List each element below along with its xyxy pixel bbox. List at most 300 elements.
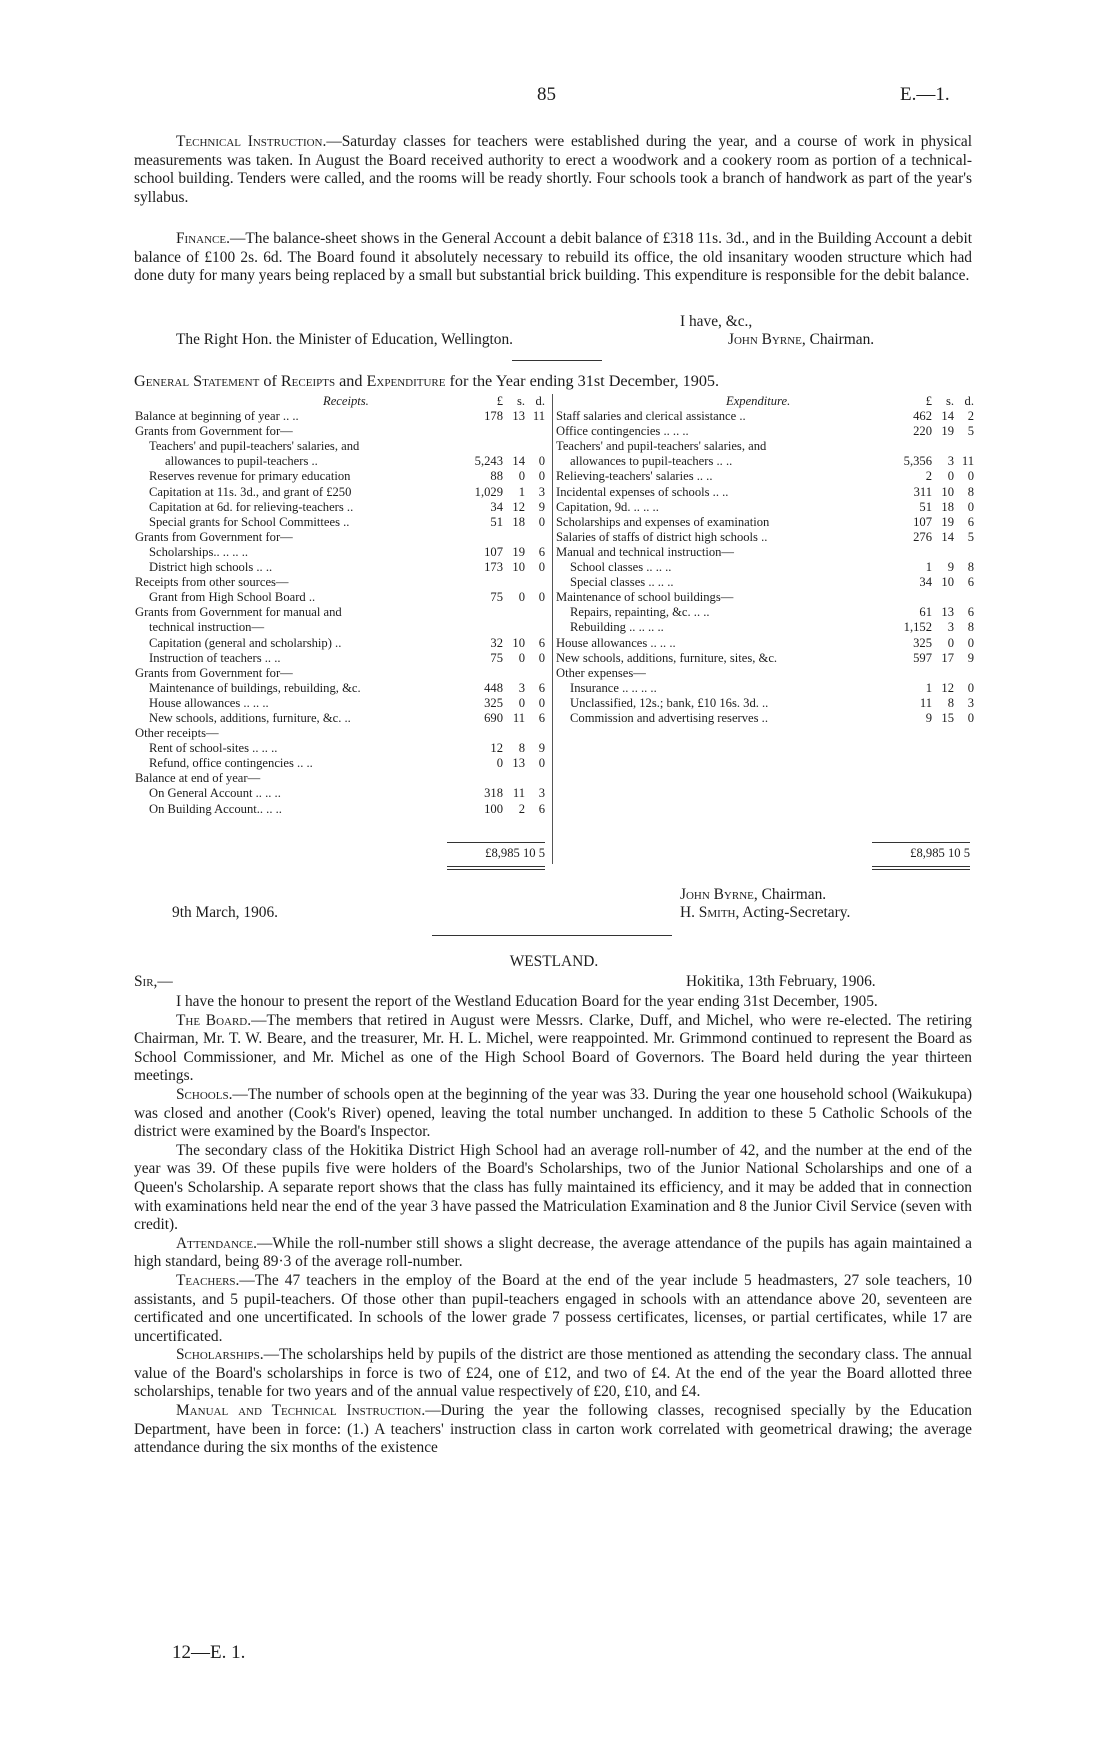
expenditure-amount-pound: 51 (919, 499, 932, 514)
expenditure-heading: Expenditure. (726, 394, 791, 408)
expenditure-label: Rebuilding .. .. .. .. (570, 620, 664, 635)
signer-title: , Chairman. (801, 331, 875, 348)
receipts-amount-shill: 2 (518, 801, 525, 816)
receipts-label: Capitation at 11s. 3d., and grant of £250 (149, 484, 352, 499)
receipts-amount-shill: 10 (512, 560, 525, 575)
finance-paragraph (134, 230, 972, 286)
expenditure-amount-pound: 220 (913, 424, 932, 439)
receipts-row (135, 802, 545, 817)
col-pound: £ (496, 394, 503, 408)
receipts-label: Grant from High School Board .. (149, 590, 316, 605)
expenditure-row (556, 575, 974, 590)
receipts-amount-pound: 107 (484, 544, 503, 559)
expenditure-amount-shill: 9 (947, 560, 954, 575)
i-have-line: I have, &c., (680, 313, 753, 330)
receipts-total-rule-bottom (447, 866, 545, 867)
expenditure-amount-pence: 5 (967, 529, 974, 544)
receipts-label: Scholarships.. .. .. .. (149, 544, 248, 559)
expenditure-amount-shill: 14 (941, 409, 954, 424)
receipts-amount-shill: 19 (512, 544, 525, 559)
expenditure-amount-pound: 1,152 (903, 620, 932, 635)
receipts-amount-pence (525, 575, 545, 590)
receipts-amount-shill (503, 726, 525, 741)
expenditure-amount-pound: 276 (913, 529, 932, 544)
expenditure-amount-pound: 325 (913, 635, 932, 650)
expenditure-total-rule-bottom (872, 866, 970, 867)
receipts-amount-pence (525, 666, 545, 681)
receipts-amount-shill: 1 (518, 484, 525, 499)
westland-body (134, 993, 972, 1458)
receipts-amount-pound: 32 (490, 635, 503, 650)
receipts-amount-pence: 6 (538, 801, 545, 816)
receipts-label: technical instruction— (149, 620, 265, 635)
statement-title-part2: Receipts (280, 372, 336, 390)
statement-title (134, 372, 974, 391)
expenditure-amount-pence: 0 (967, 680, 974, 695)
receipts-amount-pence (525, 530, 545, 545)
receipts-label: Rent of school-sites .. .. .. (149, 741, 278, 756)
receipts-row (135, 711, 545, 726)
receipts-amount-pound: 690 (484, 710, 503, 725)
receipts-amount-pound (459, 439, 503, 454)
expenditure-row (556, 409, 974, 424)
receipts-amount-pence: 0 (538, 756, 545, 771)
expenditure-label: Special classes .. .. .. (570, 575, 674, 590)
receipts-amount-shill (503, 424, 525, 439)
receipts-amount-pence: 6 (538, 635, 545, 650)
receipts-header-row (135, 394, 545, 409)
receipts-amount-pound: 88 (490, 469, 503, 484)
receipts-amount-pence: 0 (538, 650, 545, 665)
receipts-amount-pence: 0 (538, 560, 545, 575)
expenditure-amount-shill (932, 545, 954, 560)
receipts-amount-pound: 75 (490, 650, 503, 665)
expenditure-amount-pound: 9 (925, 710, 932, 725)
receipts-row (135, 636, 545, 651)
receipts-amount-pound: 448 (484, 680, 503, 695)
col-pence: d. (964, 394, 974, 408)
expenditure-amount-pence: 3 (967, 695, 974, 710)
receipts-amount-pound: 12 (490, 741, 503, 756)
receipts-row (135, 545, 545, 560)
statement-title-part1: General Statement (134, 372, 260, 390)
expenditure-amount-shill: 17 (941, 650, 954, 665)
receipts-amount-shill: 0 (518, 695, 525, 710)
receipts-total-rule-top (447, 842, 545, 843)
receipts-amount-pence: 0 (538, 469, 545, 484)
receipts-label: Special grants for School Committees .. (149, 514, 350, 529)
receipts-amount-pound: 5,243 (474, 454, 503, 469)
receipts-amount-pound: 1,029 (474, 484, 503, 499)
receipts-amount-pound (459, 575, 503, 590)
receipts-amount-pound: 325 (484, 695, 503, 710)
receipts-amount-pound (459, 726, 503, 741)
finance-heading: Finance. (176, 230, 230, 247)
receipts-label: allowances to pupil-teachers .. (165, 454, 318, 469)
column-separator (552, 394, 553, 864)
page-number: 85 (537, 84, 556, 105)
receipts-amount-pound: 51 (490, 514, 503, 529)
expenditure-header-row (556, 394, 974, 409)
expenditure-row (556, 545, 974, 560)
statement-title-and: and (335, 372, 367, 390)
expenditure-amount-pence (954, 439, 974, 454)
receipts-amount-shill (503, 530, 525, 545)
receipts-amount-pound: 318 (484, 786, 503, 801)
expenditure-amount-shill: 18 (941, 499, 954, 514)
receipts-row (135, 454, 545, 469)
receipts-amount-pound (459, 424, 503, 439)
receipts-amount-shill: 0 (518, 650, 525, 665)
receipts-amount-pence (525, 620, 545, 635)
expenditure-amount-shill: 0 (947, 469, 954, 484)
receipts-amount-pence: 6 (538, 544, 545, 559)
receipts-label: Other receipts— (135, 726, 219, 741)
divider-rule (512, 360, 602, 361)
col-shill: s. (945, 394, 954, 408)
receipts-amount-shill (503, 575, 525, 590)
receipts-row (135, 515, 545, 530)
signature-2 (680, 904, 850, 922)
receipts-amount-shill (503, 666, 525, 681)
receipts-amount-shill (503, 771, 525, 786)
expenditure-amount-pound (888, 439, 932, 454)
receipts-table (135, 394, 545, 817)
manual-heading: Manual and Technical Instruction. (176, 1402, 426, 1420)
receipts-amount-pence (525, 605, 545, 620)
expenditure-amount-shill: 19 (941, 424, 954, 439)
expenditure-label: Manual and technical instruction— (556, 544, 735, 559)
scholarships-heading: Scholarships. (176, 1346, 264, 1364)
receipts-label: Maintenance of buildings, rebuilding, &c. (149, 680, 361, 695)
expenditure-label: Unclassified, 12s.; bank, £10 16s. 3d. .. (570, 695, 769, 710)
receipts-label: District high schools .. .. (149, 560, 273, 575)
receipts-amount-pence (525, 424, 545, 439)
receipts-row (135, 696, 545, 711)
expenditure-amount-pound: 11 (919, 695, 932, 710)
receipts-label: Grants from Government for— (135, 424, 293, 439)
receipts-amount-pence: 3 (538, 484, 545, 499)
expenditure-row (556, 666, 974, 681)
expenditure-amount-shill (932, 666, 954, 681)
expenditure-label: House allowances .. .. .. (556, 635, 676, 650)
expenditure-amount-pound: 2 (925, 469, 932, 484)
board-heading: The Board. (176, 1011, 252, 1029)
col-pence: d. (535, 394, 545, 408)
receipts-amount-pence: 9 (538, 741, 545, 756)
expenditure-label: Incidental expenses of schools .. .. (556, 484, 729, 499)
expenditure-amount-pound: 311 (913, 484, 932, 499)
expenditure-row (556, 469, 974, 484)
receipts-amount-pence (525, 726, 545, 741)
expenditure-amount-pound: 462 (913, 409, 932, 424)
receipts-row (135, 771, 545, 786)
expenditure-amount-shill: 12 (941, 680, 954, 695)
expenditure-total-rule-bottom2 (872, 869, 970, 870)
receipts-amount-pence: 9 (538, 499, 545, 514)
receipts-total-rule-bottom2 (447, 869, 545, 870)
receipts-amount-shill: 13 (512, 756, 525, 771)
expenditure-label: Other expenses— (556, 665, 646, 680)
scholarships-text: —The scholarships held by pupils of the district are those mentioned as attending the secondary class. The annual value of the Board's scholarships in force is two of £24, one of £12, and two of £4. At the end of the year the Board allotted three scholarships, tenable for two years and of the annual value respectively of £20, £10, and £4. (134, 1346, 972, 1401)
receipts-amount-pence (525, 771, 545, 786)
receipts-row (135, 651, 545, 666)
finance-text: —The balance-sheet shows in the General Account a debit balance of £318 11s. 3d., and in the Building Account a debit balance of £100 2s. 6d. The Board found it absolutely necessary to rebuild its office, the old insanitary wooden structure which had done duty for many years being replaced by a small but substantial brick building. This expenditure is responsible for the debit balance. (134, 230, 972, 285)
expenditure-amount-pence: 6 (967, 514, 974, 529)
receipts-amount-shill: 3 (518, 680, 525, 695)
expenditure-label: New schools, additions, furniture, sites, &c. (556, 650, 778, 665)
statement-title-of: of (259, 372, 281, 390)
receipts-row (135, 500, 545, 515)
receipts-amount-shill (503, 605, 525, 620)
receipts-amount-pound: 173 (484, 560, 503, 575)
receipts-row (135, 485, 545, 500)
receipts-label: Capitation (general and scholarship) .. (149, 635, 342, 650)
expenditure-amount-pence: 11 (961, 454, 974, 469)
manual-paragraph (134, 1402, 972, 1458)
statement-date: 9th March, 1906. (172, 904, 279, 921)
receipts-amount-pound (459, 620, 503, 635)
receipts-label: New schools, additions, furniture, &c. .. (149, 710, 351, 725)
expenditure-amount-pound (888, 545, 932, 560)
receipts-amount-pence: 0 (538, 695, 545, 710)
expenditure-label: Maintenance of school buildings— (556, 590, 734, 605)
expenditure-amount-pound: 107 (913, 514, 932, 529)
signature-2-name: H. Smith (680, 904, 736, 921)
receipts-amount-shill (503, 439, 525, 454)
receipts-amount-pound (459, 666, 503, 681)
expenditure-row (556, 590, 974, 605)
expenditure-amount-pence: 2 (967, 409, 974, 424)
receipts-amount-pence: 0 (538, 590, 545, 605)
statement-title-part3: Expenditure (366, 372, 446, 390)
receipts-row (135, 575, 545, 590)
expenditure-row (556, 636, 974, 651)
expenditure-amount-shill (932, 439, 954, 454)
manual-text: —During the year the following classes, recognised specially by the Education Department, have been in force: (1.) A teachers' instruction class in carton work correlated with geometrical drawing; the average attendance during the six months of the existence (134, 1402, 972, 1457)
receipts-amount-pound (459, 530, 503, 545)
footer-signature: 12—E. 1. (172, 1642, 246, 1663)
expenditure-label: Capitation, 9d. .. .. .. (556, 499, 659, 514)
expenditure-amount-pound (888, 666, 932, 681)
receipts-row (135, 605, 545, 620)
receipts-amount-pence: 11 (532, 409, 545, 424)
addressee: The Right Hon. the Minister of Education, Wellington. (176, 331, 514, 348)
receipts-amount-shill: 8 (518, 741, 525, 756)
receipts-row (135, 409, 545, 424)
expenditure-amount-pound: 597 (913, 650, 932, 665)
expenditure-row (556, 651, 974, 666)
expenditure-table (556, 394, 974, 726)
expenditure-row (556, 711, 974, 726)
westland-heading: WESTLAND. (509, 953, 599, 970)
receipts-amount-pound (459, 605, 503, 620)
receipts-amount-pence: 0 (538, 454, 545, 469)
receipts-row (135, 560, 545, 575)
expenditure-amount-pound: 34 (919, 575, 932, 590)
expenditure-row (556, 681, 974, 696)
receipts-label: Teachers' and pupil-teachers' salaries, and (149, 439, 360, 454)
expenditure-row (556, 560, 974, 575)
receipts-row (135, 530, 545, 545)
receipts-row (135, 756, 545, 771)
expenditure-amount-pence: 0 (967, 635, 974, 650)
receipts-row (135, 469, 545, 484)
teachers-text: —The 47 teachers in the employ of the Board at the end of the year include 5 headmasters, 27 sole teachers, 10 assistants, and 5 pupil-teachers. Of those other than pupil-teachers engaged in schools with an attendance above 20, seventeen are certificated and one uncertificated. In schools of the lower grade 7 possess certificates, licenses, or partial certificates, while 17 are uncertificated. (134, 1271, 972, 1345)
expenditure-amount-shill: 0 (947, 635, 954, 650)
expenditure-amount-pence: 8 (967, 484, 974, 499)
receipts-row (135, 590, 545, 605)
receipts-amount-pence: 6 (538, 710, 545, 725)
expenditure-row (556, 696, 974, 711)
receipts-amount-shill: 14 (512, 454, 525, 469)
receipts-amount-pound: 100 (484, 801, 503, 816)
technical-heading: Technical Instruction. (176, 133, 327, 150)
receipts-row (135, 620, 545, 635)
receipts-row (135, 681, 545, 696)
receipts-amount-pound: 178 (484, 409, 503, 424)
expenditure-amount-pence: 9 (967, 650, 974, 665)
statement-title-rest: for the Year ending 31st December, 1905. (445, 372, 720, 390)
expenditure-amount-pence (954, 545, 974, 560)
expenditure-row (556, 454, 974, 469)
schools-paragraph (134, 1086, 972, 1142)
receipts-amount-pence: 0 (538, 514, 545, 529)
technical-instruction-paragraph (134, 133, 972, 207)
expenditure-amount-pound: 1 (925, 560, 932, 575)
expenditure-amount-pence (954, 590, 974, 605)
signature-2-title: , Acting-Secretary. (735, 904, 851, 921)
expenditure-label: Salaries of staffs of district high schools .. (556, 529, 768, 544)
teachers-heading: Teachers. (176, 1271, 240, 1289)
receipts-amount-pence: 6 (538, 680, 545, 695)
receipts-label: Grants from Government for— (135, 665, 293, 680)
expenditure-amount-pence: 6 (967, 575, 974, 590)
expenditure-row (556, 485, 974, 500)
receipts-amount-shill: 0 (518, 590, 525, 605)
expenditure-amount-pence: 0 (967, 710, 974, 725)
receipts-row (135, 786, 545, 801)
signature-1-name: John Byrne (680, 886, 754, 903)
receipts-label: Refund, office contingencies .. .. (149, 756, 313, 771)
secondary-paragraph: The secondary class of the Hokitika District High School had an average roll-number of 42, and the number at the end of the year was 39. Of these pupils five were holders of the Board's Scholarships, two of the Junior National Scholarships and one of a Queen's Scholarship. A separate report shows that the class has fully maintained its efficiency, and it may be added that in connection with examinations held near the end of the year 3 have passed the Matriculation Examination and 8 the Junior Civil Service (seven with credit). (134, 1141, 972, 1234)
board-text: —The members that retired in August were Messrs. Clarke, Duff, and Michel, who were re-elected. The retiring Chairman, Mr. T. W. Beare, and the treasurer, Mr. H. L. Michel, were reappointed. Mr. Grimmond continued to represent the Board as School Commissioner, and Mr. Michel as one of the High School Board of Governors. The Board held during the year thirteen meetings. (134, 1011, 972, 1085)
signer-block (728, 331, 874, 349)
receipts-label: Balance at end of year— (135, 771, 261, 786)
expenditure-amount-pence: 5 (967, 424, 974, 439)
salutation: Sir,— (134, 973, 173, 990)
receipts-row (135, 726, 545, 741)
board-paragraph (134, 1012, 972, 1086)
receipts-row (135, 424, 545, 439)
receipts-amount-shill: 0 (518, 469, 525, 484)
receipts-label: Reserves revenue for primary education (149, 469, 351, 484)
section-divider (432, 935, 672, 936)
expenditure-amount-shill: 15 (941, 710, 954, 725)
expenditure-amount-pence: 8 (967, 620, 974, 635)
expenditure-amount-pound: 5,356 (903, 454, 932, 469)
receipts-amount-shill: 10 (512, 635, 525, 650)
expenditure-amount-pence: 0 (967, 469, 974, 484)
expenditure-amount-pound: 61 (919, 605, 932, 620)
expenditure-amount-shill: 3 (947, 454, 954, 469)
schools-text: —The number of schools open at the beginning of the year was 33. During the year one household school (Waikukupa) was closed and another (Cook's River) opened, leaving the total number unchanged. In addition to these 5 Catholic Schools of the district were examined by the Board's Inspector. (134, 1085, 972, 1141)
receipts-amount-pound (459, 771, 503, 786)
expenditure-amount-pence: 6 (967, 605, 974, 620)
receipts-amount-pence (525, 439, 545, 454)
expenditure-label: Repairs, repainting, &c. .. .. (570, 605, 710, 620)
receipts-label: House allowances .. .. .. (149, 695, 269, 710)
expenditure-amount-shill: 10 (941, 484, 954, 499)
col-shill: s. (516, 394, 525, 408)
expenditure-row (556, 620, 974, 635)
signature-1-title: , Chairman. (753, 886, 827, 903)
signature-1 (680, 886, 826, 904)
receipts-label: Instruction of teachers .. .. (149, 650, 281, 665)
receipts-amount-shill: 12 (512, 499, 525, 514)
receipts-amount-pound: 75 (490, 590, 503, 605)
receipts-amount-shill: 11 (512, 710, 525, 725)
document-reference: E.—1. (900, 84, 950, 105)
receipts-label: Grants from Government for manual and (135, 605, 342, 620)
receipts-total: £8,985 10 5 (485, 846, 545, 860)
expenditure-amount-pence (954, 666, 974, 681)
place-date: Hokitika, 13th February, 1906. (686, 973, 876, 990)
expenditure-amount-shill: 8 (947, 695, 954, 710)
receipts-row (135, 666, 545, 681)
expenditure-label: Office contingencies .. .. .. (556, 424, 689, 439)
expenditure-label: Staff salaries and clerical assistance .. (556, 409, 746, 424)
receipts-label: On Building Account.. .. .. (149, 801, 282, 816)
expenditure-amount-pound (888, 590, 932, 605)
receipts-amount-shill: 13 (512, 409, 525, 424)
receipts-amount-shill: 11 (512, 786, 525, 801)
receipts-label: Grants from Government for— (135, 529, 293, 544)
intro-paragraph: I have the honour to present the report of the Westland Education Board for the year ending 31st December, 1905. (176, 993, 878, 1010)
technical-text: —Saturday classes for teachers were established during the year, and a course of work in physical measurements was taken. In August the Board received authority to erect a woodwork and a cookery room as portion of a technical-school building. Tenders were called, and the rooms will be ready shortly. Four schools took a branch of handwork as part of the year's syllabus. (134, 133, 973, 206)
expenditure-label: allowances to pupil-teachers .. .. (570, 454, 733, 469)
signer-name: John Byrne (728, 331, 802, 348)
expenditure-amount-pence: 8 (967, 560, 974, 575)
receipts-row (135, 741, 545, 756)
receipts-amount-shill (503, 620, 525, 635)
expenditure-amount-shill (932, 590, 954, 605)
expenditure-row (556, 424, 974, 439)
expenditure-label: Insurance .. .. .. .. (570, 680, 657, 695)
receipts-row (135, 439, 545, 454)
expenditure-label: Relieving-teachers' salaries .. .. (556, 469, 713, 484)
expenditure-total-rule-top (872, 842, 970, 843)
expenditure-row (556, 605, 974, 620)
expenditure-label: Teachers' and pupil-teachers' salaries, and (556, 439, 767, 454)
expenditure-total: £8,985 10 5 (910, 846, 970, 860)
receipts-amount-pound: 0 (496, 756, 503, 771)
expenditure-amount-shill: 3 (947, 620, 954, 635)
expenditure-row (556, 530, 974, 545)
expenditure-amount-shill: 14 (941, 529, 954, 544)
receipts-amount-shill: 18 (512, 514, 525, 529)
expenditure-amount-pound: 1 (925, 680, 932, 695)
attendance-text: —While the roll-number still shows a slight decrease, the average attendance of the pupils has again maintained a high standard, being 89·3 of the average roll-number. (134, 1234, 972, 1271)
expenditure-label: Commission and advertising reserves .. (570, 710, 768, 725)
expenditure-row (556, 439, 974, 454)
col-pound: £ (925, 394, 932, 408)
expenditure-amount-shill: 10 (941, 575, 954, 590)
expenditure-amount-shill: 13 (941, 605, 954, 620)
expenditure-label: School classes .. .. .. (570, 560, 672, 575)
teachers-paragraph (134, 1272, 972, 1346)
expenditure-label: Scholarships and expenses of examination (556, 514, 770, 529)
